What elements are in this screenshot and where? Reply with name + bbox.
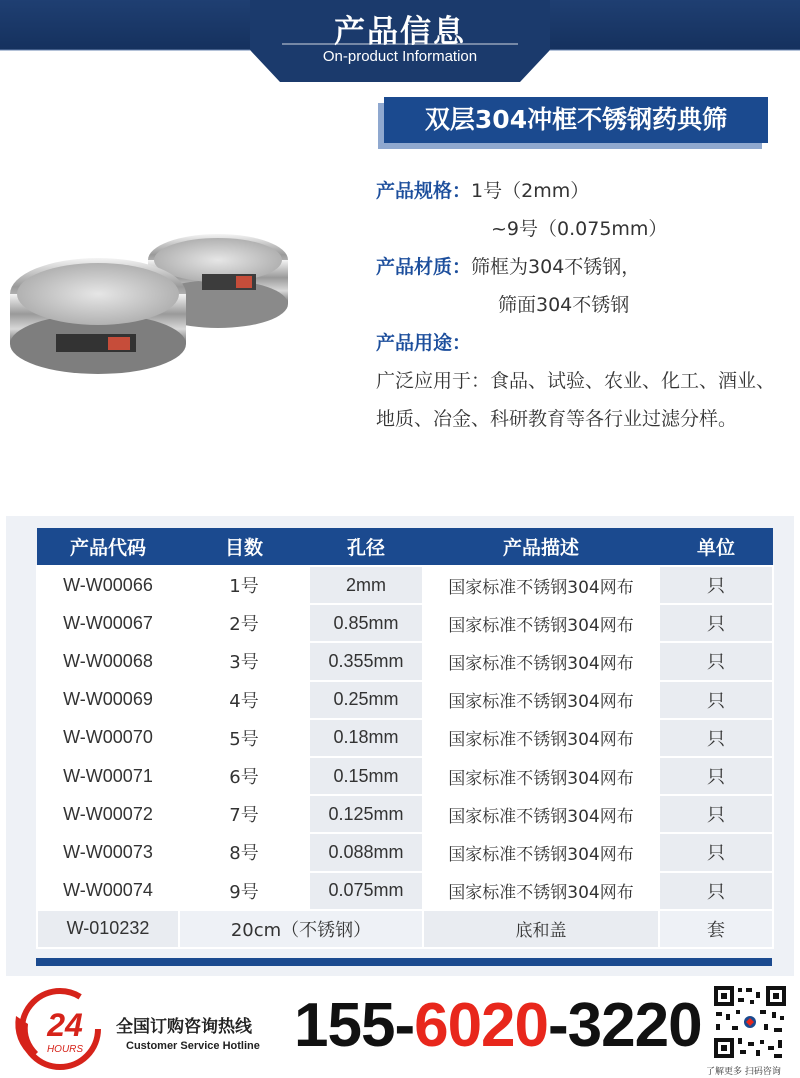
- cell-mesh: 6号: [179, 757, 309, 795]
- spec-label: 产品规格：: [376, 180, 472, 202]
- cell-unit: 只: [659, 566, 773, 604]
- cell-aperture: 2mm: [309, 566, 423, 604]
- cell-aperture: 0.355mm: [309, 642, 423, 680]
- table-bottom-bar: [36, 958, 772, 966]
- cell-mesh: 5号: [179, 719, 309, 757]
- cell-description: 国家标准不锈钢304网布: [423, 681, 659, 719]
- material-value-2: 筛面304不锈钢: [498, 294, 630, 316]
- cell-aperture: 0.25mm: [309, 681, 423, 719]
- cell-description: 国家标准不锈钢304网布: [423, 795, 659, 833]
- cell-aperture: 0.15mm: [309, 757, 423, 795]
- page-title: 产品信息: [334, 14, 466, 50]
- badge-text: HOURS: [46, 1044, 84, 1055]
- spec-value-1: 1号（2mm）: [471, 180, 590, 202]
- product-name: 双层304冲框不锈钢药典筛: [384, 97, 768, 143]
- cell-description: 国家标准不锈钢304网布: [423, 604, 659, 642]
- product-table: [36, 528, 774, 949]
- cell-unit: 只: [659, 757, 773, 795]
- cell-mesh: 7号: [179, 795, 309, 833]
- cell-code: W-W00074: [37, 872, 179, 910]
- cell-aperture: 0.088mm: [309, 833, 423, 871]
- qr-caption: 了解更多 扫码咨询: [706, 1067, 781, 1077]
- cell-unit: 只: [659, 833, 773, 871]
- cell-code: W-W00073: [37, 833, 179, 871]
- header-code: 产品代码: [69, 537, 146, 559]
- product-table-section: [6, 516, 794, 976]
- cell-unit: 只: [659, 604, 773, 642]
- cell-mesh: 2号: [179, 604, 309, 642]
- cell-code: W-W00067: [37, 604, 179, 642]
- cell-spec: 20cm（不锈钢）: [179, 910, 423, 948]
- cell-description: 国家标准不锈钢304网布: [423, 833, 659, 871]
- usage-label: 产品用途：: [376, 332, 472, 354]
- usage-text: 广泛应用于：食品、试验、农业、化工、酒业、地质、冶金、科研教育等各行业过滤分样。: [376, 370, 776, 430]
- material-label: 产品材质：: [376, 256, 472, 278]
- spec-value-2: ~9号（0.075mm）: [491, 218, 668, 240]
- cell-description: 国家标准不锈钢304网布: [423, 872, 659, 910]
- cell-code: W-W00070: [37, 719, 179, 757]
- product-info: [376, 172, 786, 438]
- header-unit: 单位: [696, 537, 735, 559]
- 24-hours-badge-icon: [8, 986, 110, 1072]
- qr-code-icon[interactable]: [712, 984, 788, 1060]
- table-row: [37, 566, 773, 604]
- cell-mesh: 3号: [179, 642, 309, 680]
- table-row: [37, 795, 773, 833]
- cell-description: 国家标准不锈钢304网布: [423, 719, 659, 757]
- cell-code: W-W00071: [37, 757, 179, 795]
- table-header-row: [37, 528, 773, 566]
- badge-number: 24: [47, 1007, 83, 1043]
- table-row: [37, 833, 773, 871]
- hotline-label-en: Customer Service Hotline: [126, 1040, 260, 1052]
- cell-description: 国家标准不锈钢304网布: [423, 757, 659, 795]
- header-description: 产品描述: [502, 537, 579, 559]
- cell-unit: 只: [659, 872, 773, 910]
- cell-description: 国家标准不锈钢304网布: [423, 642, 659, 680]
- hotline-label: 全国订购咨询热线: [116, 1017, 252, 1037]
- cell-code: W-W00072: [37, 795, 179, 833]
- table-row: [37, 757, 773, 795]
- page-subtitle: On-product Information: [322, 48, 478, 65]
- phone-number[interactable]: [294, 990, 702, 1061]
- header-aperture: 孔径: [346, 537, 385, 559]
- cell-unit: 只: [659, 642, 773, 680]
- table-row-accessory: [37, 910, 773, 948]
- table-row: [37, 604, 773, 642]
- phone-part-3: -3220: [548, 991, 702, 1060]
- table-row: [37, 681, 773, 719]
- cell-description: 底和盖: [423, 910, 659, 948]
- cell-aperture: 0.85mm: [309, 604, 423, 642]
- table-row: [37, 642, 773, 680]
- product-image: [6, 210, 304, 380]
- cell-aperture: 0.18mm: [309, 719, 423, 757]
- cell-unit: 只: [659, 795, 773, 833]
- material-row: [376, 248, 786, 286]
- spec-row: [376, 172, 786, 210]
- table-row: [37, 719, 773, 757]
- cell-mesh: 8号: [179, 833, 309, 871]
- cell-mesh: 4号: [179, 681, 309, 719]
- cell-code: W-W00066: [37, 566, 179, 604]
- material-value-1: 筛框为304不锈钢，: [471, 256, 641, 278]
- cell-aperture: 0.075mm: [309, 872, 423, 910]
- cell-unit: 只: [659, 719, 773, 757]
- cell-code: W-010232: [37, 910, 179, 948]
- cell-code: W-W00069: [37, 681, 179, 719]
- table-row: [37, 872, 773, 910]
- header-mesh: 目数: [224, 537, 263, 559]
- header-banner: [0, 0, 800, 82]
- cell-mesh: 1号: [179, 566, 309, 604]
- phone-part-2: 6020: [414, 991, 549, 1060]
- cell-code: W-W00068: [37, 642, 179, 680]
- cell-unit: 只: [659, 681, 773, 719]
- phone-part-1: 155-: [294, 991, 415, 1060]
- usage-row: [376, 324, 786, 362]
- cell-unit: 套: [659, 910, 773, 948]
- cell-description: 国家标准不锈钢304网布: [423, 566, 659, 604]
- cell-mesh: 9号: [179, 872, 309, 910]
- cell-aperture: 0.125mm: [309, 795, 423, 833]
